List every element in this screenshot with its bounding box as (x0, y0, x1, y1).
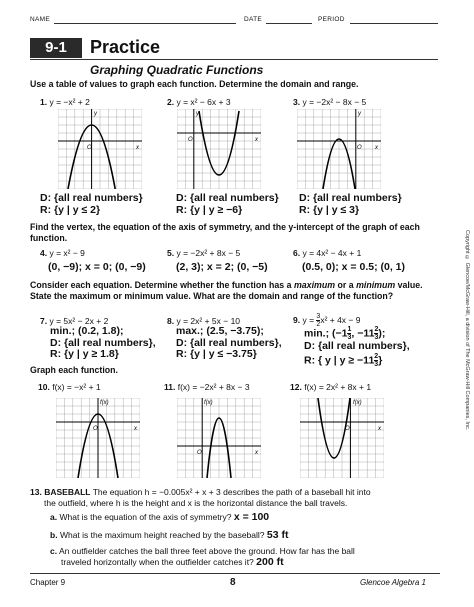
name-line[interactable] (54, 23, 236, 24)
problem-5-label: 5. y = −2x² + 8x − 5 (167, 248, 241, 258)
problem-10-label: 10. f(x) = −x² + 1 (38, 382, 101, 392)
copyright-notice: Copyright © Glencoe/McGraw-Hill, a division of The McGraw-Hill Companies, Inc. (464, 230, 470, 431)
x-axis-label: x (255, 137, 258, 143)
footer-chapter: Chapter 9 (30, 578, 66, 587)
origin-label: O (345, 426, 350, 432)
origin-label: O (197, 450, 202, 456)
date-label: DATE (244, 16, 263, 23)
footer-book-title: Glencoe Algebra 1 (360, 578, 426, 587)
instructions-part4: Graph each function. (30, 365, 118, 375)
graph-10 (56, 398, 140, 478)
origin-label: O (93, 426, 98, 432)
footer-divider (30, 573, 440, 574)
y-axis-label: f(x) (100, 400, 109, 406)
answer-4: (0, −9); x = 0; (0, −9) (48, 261, 146, 273)
graph-11 (177, 398, 261, 478)
y-axis-label: y (94, 111, 97, 117)
period-label: PERIOD (318, 16, 345, 23)
answer-9: min.; (−1 $\frac{1}{3}$ , −11 $\frac{2}{3}$ ); D: {all real numbers}, R: { y | y ≥ −11 $\frac{2}{3}$ } (304, 326, 410, 368)
answer-5: (2, 3); x = 2; (0, −5) (176, 261, 268, 273)
answer-13a: x = 100 (233, 511, 270, 523)
y-axis-label: f(x) (204, 400, 213, 406)
problem-8-label: 8. y = 2x² + 5x − 10 (167, 316, 241, 326)
graph-12 (300, 398, 384, 478)
answer-2: D: {all real numbers} R: {y | y ≥ −6} (176, 192, 279, 216)
graph-3 (297, 109, 381, 189)
instructions-part2: Find the vertex, the equation of the axis of symmetry, and the y-intercept of the graph of each function. (30, 222, 420, 243)
problem-9-label: 9. y = $\frac{3}{2}$ x² + 4x − 9 (293, 313, 361, 328)
problem-11-label: 11. f(x) = −2x² + 8x − 3 (164, 382, 250, 392)
lesson-number-badge: 9-1 (30, 38, 82, 58)
lesson-title: Practice (90, 37, 161, 57)
instructions-part1: Use a table of values to graph each function. Determine the domain and range. (30, 79, 359, 89)
origin-label: O (87, 145, 92, 151)
page-number: 8 (230, 577, 236, 588)
x-axis-label: x (378, 426, 381, 432)
x-axis-label: x (375, 145, 378, 151)
problem-6-label: 6. y = 4x² − 4x + 1 (293, 248, 362, 258)
answer-6: (0.5, 0); x = 0.5; (0, 1) (302, 261, 406, 273)
problem-2-label: 2. y = x² − 6x + 3 (167, 97, 231, 107)
problem-13b: b. What is the maximum height reached by the baseball? 53 ft (50, 529, 289, 541)
y-axis-label: f(x) (353, 400, 362, 406)
title-divider (30, 59, 438, 60)
lesson-subtitle: Graphing Quadratic Functions (90, 63, 264, 77)
y-axis-label: y (196, 111, 199, 117)
y-axis-label: y (358, 111, 361, 117)
x-axis-label: x (255, 450, 258, 456)
name-label: NAME (30, 16, 50, 23)
problem-13c: c. An outfielder catches the ball three feet above the ground. How far has the ball traveled horizontally when the outfielder catches it? 200 ft (50, 546, 355, 568)
graph-1 (58, 109, 142, 189)
answer-8: max.; (2.5, −3.75); D: {all real numbers}, R: {y | y ≤ −3.75} (176, 325, 282, 360)
problem-3-label: 3. y = −2x² − 8x − 5 (293, 97, 367, 107)
date-line[interactable] (266, 23, 312, 24)
answer-3: D: {all real numbers} R: {y | y ≤ 3} (299, 192, 402, 216)
problem-4-label: 4. y = x² − 9 (40, 248, 85, 258)
problem-1-label: 1. y = −x² + 2 (40, 97, 90, 107)
x-axis-label: x (136, 145, 139, 151)
origin-label: O (357, 145, 362, 151)
answer-13b: 53 ft (266, 529, 289, 541)
answer-13c: 200 ft (256, 556, 284, 568)
origin-label: O (188, 137, 193, 143)
x-axis-label: x (134, 426, 137, 432)
problem-13-text: 13. BASEBALL The equation h = −0.005x² + x + 3 describes the path of a baseball hit into the outfield, where h is the height and x is the horizontal distance the ball travels. (30, 487, 371, 508)
problem-7-label: 7. y = 5x² − 2x + 2 (40, 316, 109, 326)
answer-1: D: {all real numbers} R: {y | y ≤ 2} (40, 192, 143, 216)
period-line[interactable] (350, 23, 438, 24)
problem-12-label: 12. f(x) = 2x² + 8x + 1 (290, 382, 372, 392)
instructions-part3: Consider each equation. Determine whether the function has a maximum or a minimum value. State the maximum or minimum value. What are the domain and range of the function? (30, 280, 423, 301)
graph-2 (177, 109, 261, 189)
answer-7: min.; (0.2, 1.8); D: {all real numbers}, R: {y | y ≥ 1.8} (50, 325, 156, 360)
problem-13a: a. What is the equation of the axis of symmetry? x = 100 (50, 511, 270, 523)
